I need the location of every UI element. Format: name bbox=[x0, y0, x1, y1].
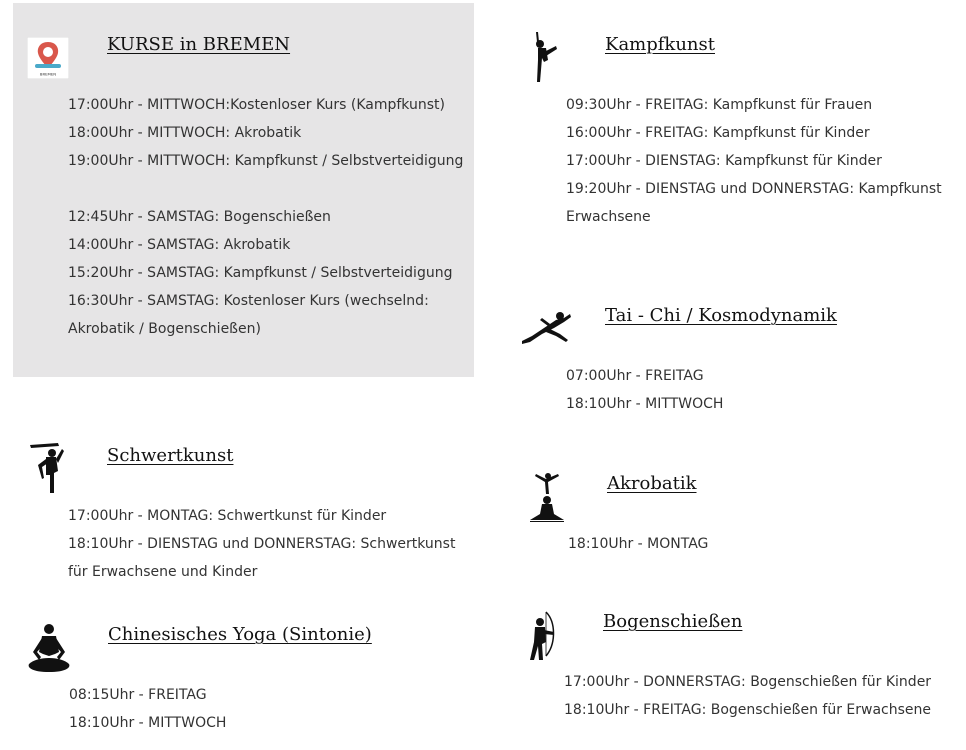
heading-kampfkunst[interactable]: Kampfkunst bbox=[605, 34, 715, 55]
schedule-line: 17:00Uhr - MONTAG: Schwertkunst für Kinder bbox=[68, 508, 387, 524]
schedule-line: 14:00Uhr - SAMSTAG: Akrobatik bbox=[68, 237, 291, 253]
heading-kurse-bremen[interactable]: KURSE in BREMEN bbox=[107, 34, 291, 55]
schedule-line: 17:00Uhr - DIENSTAG: Kampfkunst für Kinder bbox=[566, 153, 882, 169]
schedule-list-kampfkunst bbox=[566, 91, 942, 231]
schedule-list-akrobatik bbox=[568, 530, 708, 558]
schedule-line: 18:10Uhr - MONTAG bbox=[568, 536, 709, 552]
schedule-line: 16:30Uhr - SAMSTAG: Kostenloser Kurs (wechselnd: bbox=[68, 293, 429, 309]
schedule-line: Akrobatik / Bogenschießen) bbox=[68, 321, 261, 337]
schedule-gap bbox=[68, 175, 463, 203]
schedule-line: 08:15Uhr - FREITAG bbox=[69, 687, 207, 703]
heading-akrobatik[interactable]: Akrobatik bbox=[607, 473, 697, 494]
schedule-list-yoga bbox=[69, 681, 226, 737]
meditation-icon bbox=[25, 622, 73, 674]
schedule-line: 12:45Uhr - SAMSTAG: Bogenschießen bbox=[68, 209, 331, 225]
bremen-logo-text: BREMEN bbox=[39, 71, 57, 77]
heading-schwertkunst[interactable]: Schwertkunst bbox=[107, 445, 234, 466]
tai-chi-icon bbox=[520, 308, 572, 348]
schedule-list-bogenschiessen bbox=[564, 668, 931, 724]
heading-bogenschiessen[interactable]: Bogenschießen bbox=[603, 611, 743, 632]
schedule-line: 19:20Uhr - DIENSTAG und DONNERSTAG: Kampfkunst bbox=[566, 181, 942, 197]
schedule-line: 18:10Uhr - MITTWOCH bbox=[69, 715, 227, 731]
schedule-line: 16:00Uhr - FREITAG: Kampfkunst für Kinder bbox=[566, 125, 870, 141]
schedule-line: 18:10Uhr - MITTWOCH bbox=[566, 396, 724, 412]
schedule-line: für Erwachsene und Kinder bbox=[68, 564, 258, 580]
schedule-line: 18:10Uhr - FREITAG: Bogenschießen für Erwachsene bbox=[564, 702, 932, 718]
schedule-line: 18:10Uhr - DIENSTAG und DONNERSTAG: Schwertkunst bbox=[68, 536, 456, 552]
schedule-line: 18:00Uhr - MITTWOCH: Akrobatik bbox=[68, 125, 302, 141]
acrobatics-icon bbox=[528, 470, 568, 524]
archer-icon bbox=[526, 610, 560, 662]
heading-tai-chi[interactable]: Tai - Chi / Kosmodynamik bbox=[605, 305, 837, 326]
martial-arts-kick-icon bbox=[528, 30, 560, 84]
sword-fighter-icon bbox=[28, 441, 68, 495]
schedule-line: 19:00Uhr - MITTWOCH: Kampfkunst / Selbstverteidigung bbox=[68, 153, 464, 169]
bremen-logo-icon bbox=[27, 37, 69, 79]
schedule-line: 17:00Uhr - MITTWOCH:Kostenloser Kurs (Kampfkunst) bbox=[68, 97, 445, 113]
schedule-list-schwertkunst bbox=[68, 502, 455, 586]
schedule-list-bremen bbox=[68, 91, 463, 343]
schedule-line: 09:30Uhr - FREITAG: Kampfkunst für Frauen bbox=[566, 97, 873, 113]
schedule-line: Erwachsene bbox=[566, 209, 651, 225]
schedule-line: 15:20Uhr - SAMSTAG: Kampfkunst / Selbstverteidigung bbox=[68, 265, 453, 281]
heading-yoga[interactable]: Chinesisches Yoga (Sintonie) bbox=[108, 624, 372, 645]
schedule-line: 07:00Uhr - FREITAG bbox=[566, 368, 704, 384]
schedule-list-tai-chi bbox=[566, 362, 723, 418]
schedule-line: 17:00Uhr - DONNERSTAG: Bogenschießen für Kinder bbox=[564, 674, 932, 690]
